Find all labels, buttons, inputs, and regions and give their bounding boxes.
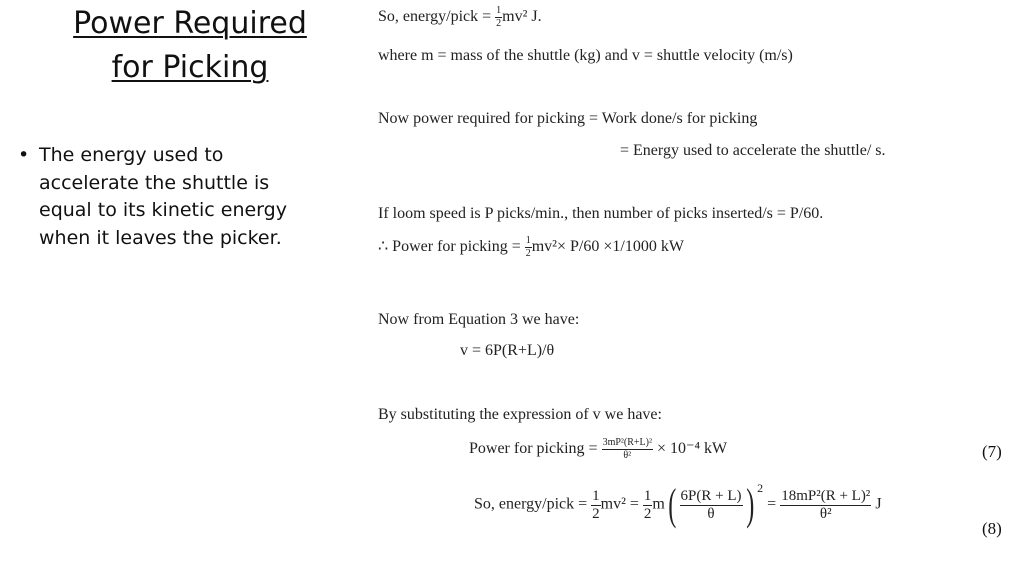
frac-den: 2 (525, 248, 531, 259)
equation-velocity: v = 6P(R+L)/θ (460, 342, 555, 359)
equation-loom-speed: If loom speed is P picks/min., then number of picks inserted/s = P/60. (378, 205, 824, 222)
bullet-point (18, 142, 308, 252)
eq8-equals: = (763, 495, 781, 513)
frac-num: 1 (592, 487, 600, 504)
right-paren: ) (745, 480, 754, 529)
equation-number-7: (7) (982, 442, 1002, 461)
eq7-rest: × 10⁻⁴ kW (652, 440, 728, 458)
eq8-unit: J (871, 495, 882, 513)
equation-definitions: where m = mass of the shuttle (kg) and v = shuttle velocity (m/s) (378, 47, 793, 64)
frac-num: 18mP²(R + L)² (781, 487, 871, 504)
left-paren: ( (668, 480, 677, 529)
frac-num: 1 (496, 5, 502, 16)
fraction-b (643, 489, 653, 522)
frac-den: θ² (819, 505, 832, 522)
equation-intro-eq3: Now from Equation 3 we have: (378, 311, 580, 328)
frac-den: 2 (643, 505, 652, 522)
equation-energy-used: = Energy used to accelerate the shuttle/ s. (620, 142, 886, 159)
eq8-m: m (652, 495, 665, 513)
fraction-a (591, 489, 601, 522)
frac-den: 2 (496, 18, 502, 29)
bullet-text: The energy used to accelerate the shuttle is equal to its kinetic energy when it leaves the picker. (39, 144, 287, 249)
equation-substitution-intro: By substituting the expression of v we have: (378, 406, 662, 423)
fraction-d (780, 489, 871, 522)
equation-8 (474, 480, 882, 529)
title-line-2: for Picking (111, 50, 269, 85)
eq6-rest: mv²× P/60 ×1/1000 kW (531, 238, 684, 256)
eq6-prefix: ∴ Power for picking = (378, 238, 525, 256)
frac-num: 3mP²(R+L)² (602, 437, 652, 448)
eq8-prefix: So, energy/pick = (474, 495, 592, 513)
equation-number-8: (8) (982, 519, 1002, 538)
equation-power-required: Now power required for picking = Work done/s for picking (378, 110, 758, 127)
frac-num: 1 (643, 487, 652, 504)
equation-7 (469, 438, 727, 461)
eq1-rest: mv² J. (502, 8, 542, 26)
frac-den: θ (707, 505, 715, 522)
bullet-dot-icon: • (18, 144, 30, 166)
equation-energy-per-pick (378, 6, 542, 29)
eq8-square: 2 (757, 481, 764, 496)
title-line-1: Power Required (73, 6, 307, 41)
frac-num: 1 (525, 235, 531, 246)
fraction-c (680, 489, 743, 522)
fraction-power (602, 438, 653, 461)
eq7-prefix: Power for picking = (469, 440, 602, 458)
eq1-prefix: So, energy/pick = (378, 8, 496, 26)
fraction-half (525, 236, 532, 259)
frac-den: 2 (592, 505, 600, 522)
eq8-mid: mv² = (600, 495, 643, 513)
equation-power-for-picking (378, 236, 684, 259)
frac-den: θ² (623, 450, 632, 461)
frac-num: 6P(R + L) (680, 487, 742, 504)
slide-title (30, 2, 350, 90)
